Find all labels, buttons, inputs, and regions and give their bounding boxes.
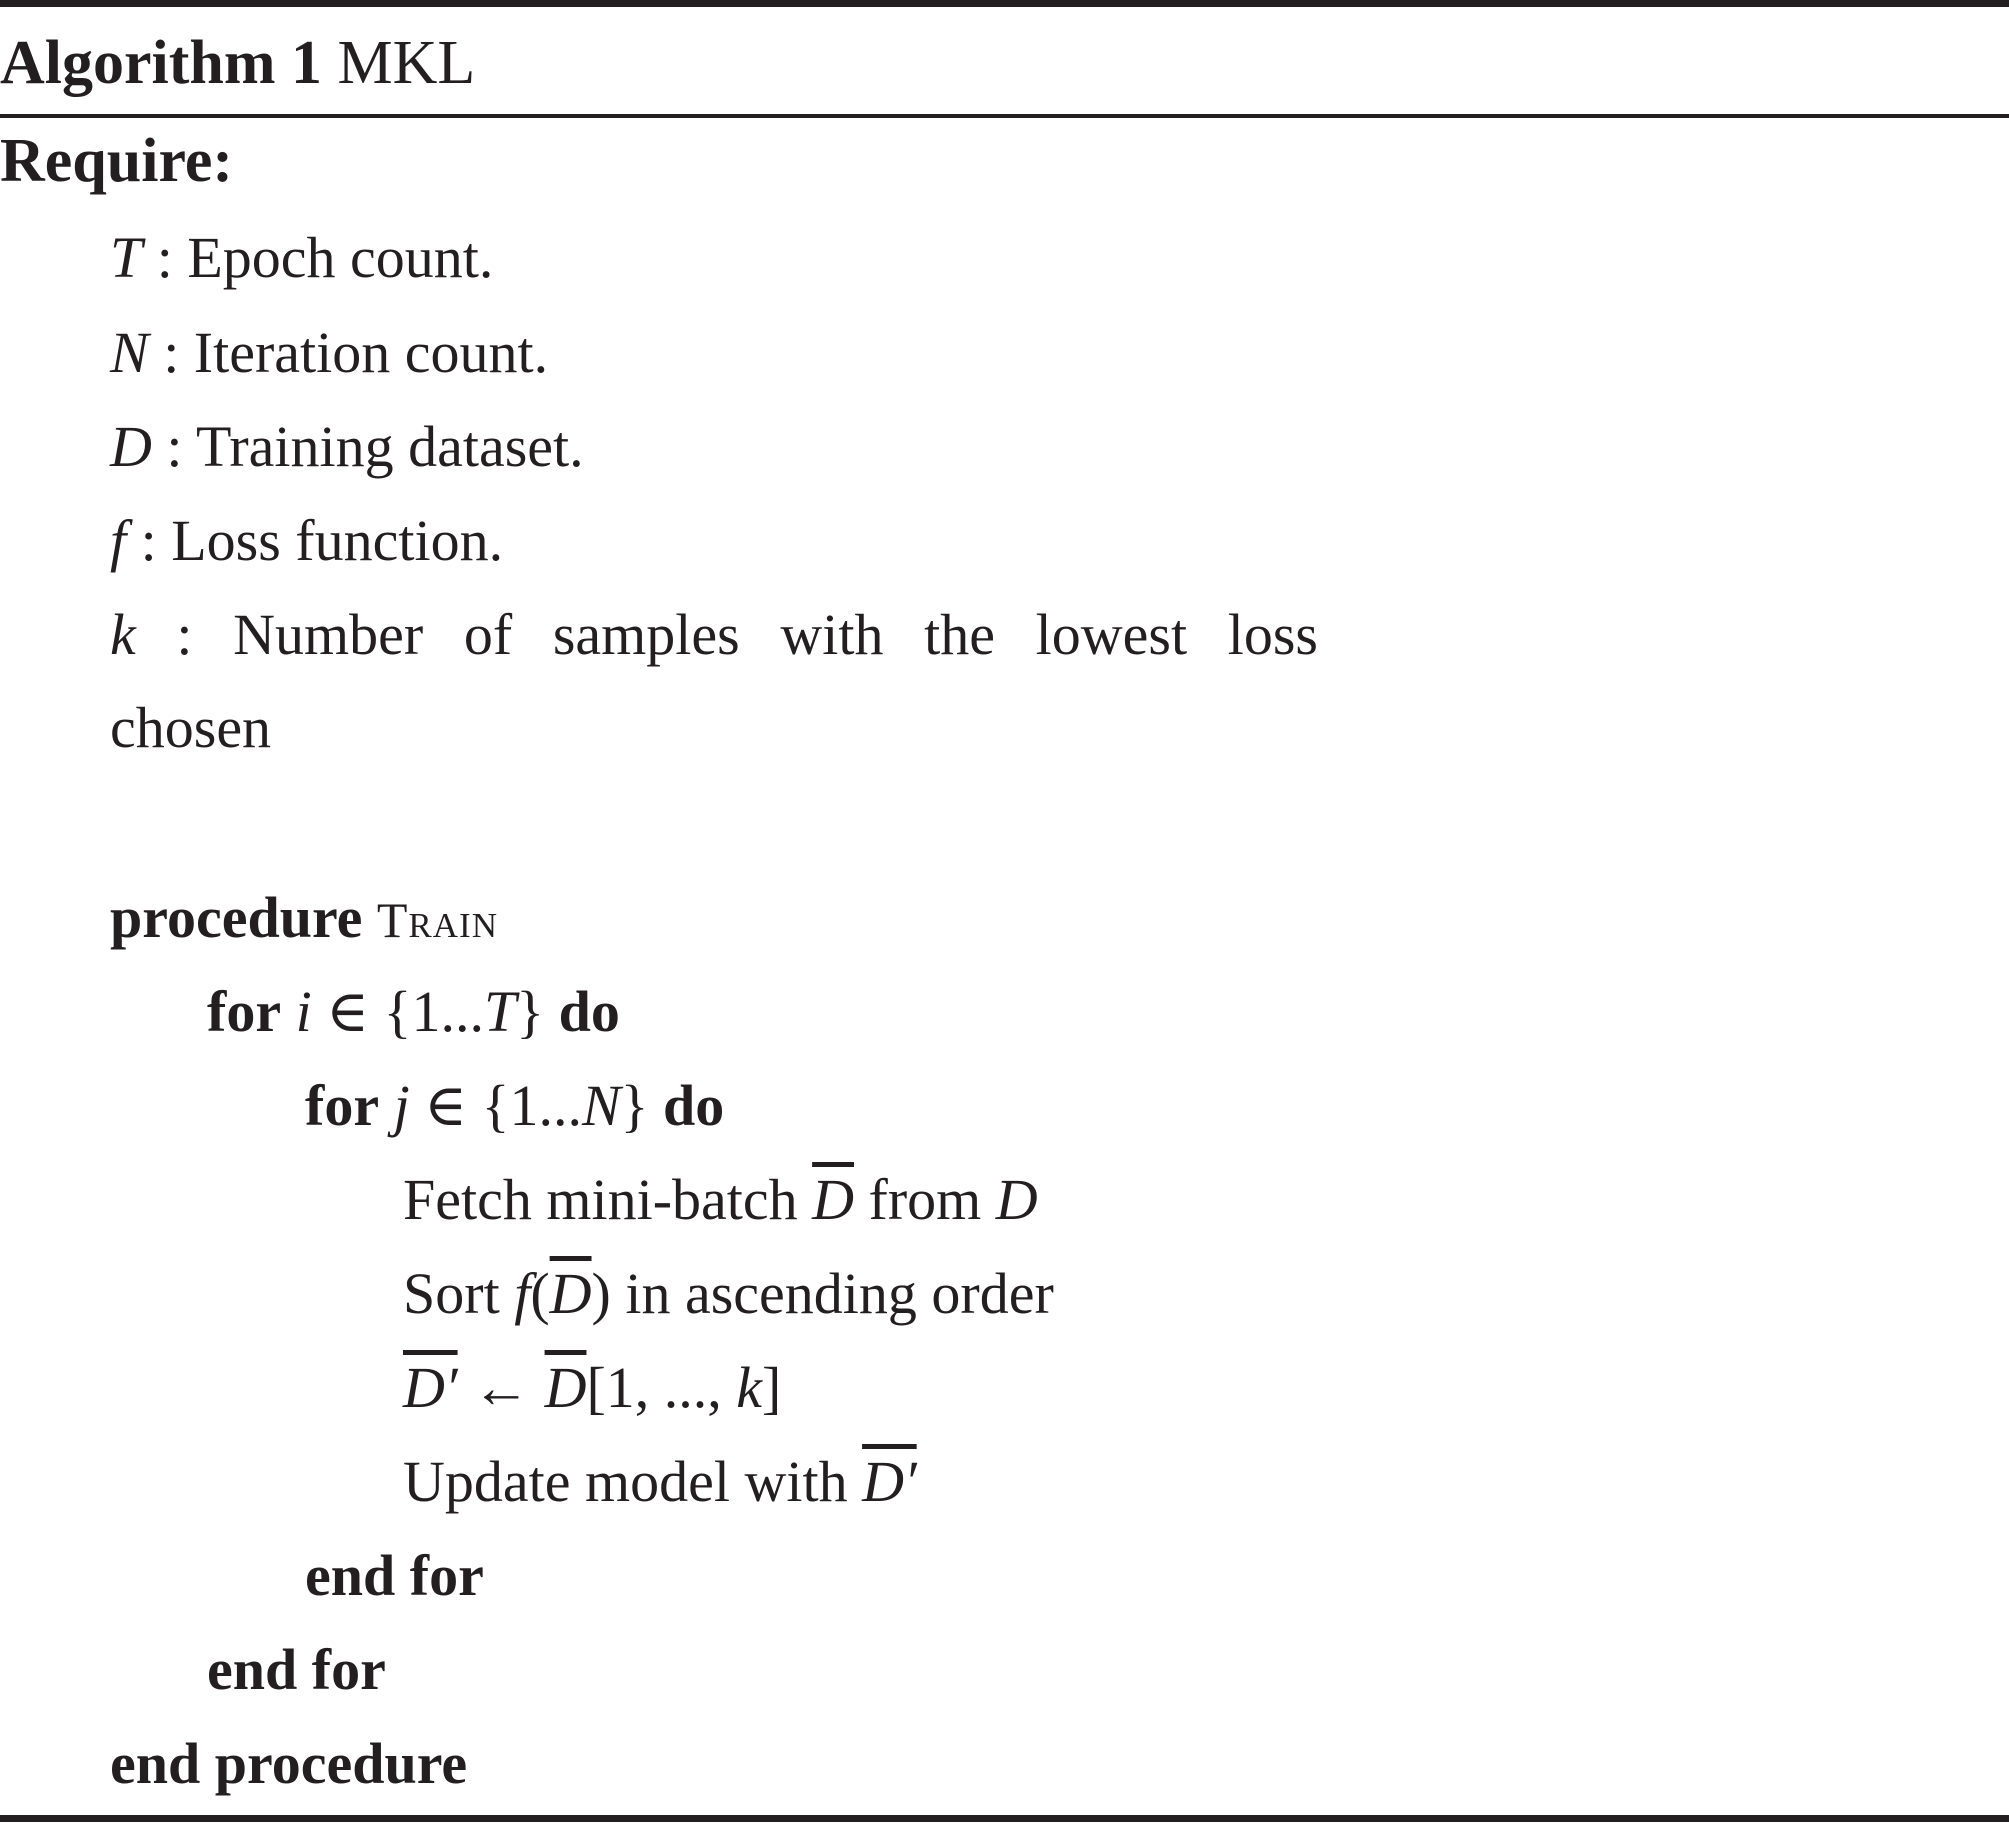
statement-text: Update model with [403,1449,863,1514]
require-heading: Require: [0,127,234,195]
loop-variable: j [393,1073,410,1138]
minibatch-symbol: $\overline{D}$ [549,1261,592,1326]
minibatch-symbol: $\overline{D}$ [812,1167,855,1232]
algorithm-label: Algorithm 1 [0,29,323,97]
symbol-k: k [110,602,136,667]
set-close: } [620,1073,649,1138]
element-of-symbol: ∈ [424,1073,468,1138]
procedure-name: Train [376,892,498,948]
selected-batch-symbol: D′ [403,1355,458,1420]
statement-text: in ascending order [610,1261,1054,1326]
symbol-D: D [110,414,152,479]
keyword-do: do [663,1073,725,1138]
input-description: : Loss function. [140,508,504,573]
algorithm-caption [0,30,475,96]
statement-text: Sort [403,1261,515,1326]
keyword-end-for: end for [305,1543,484,1608]
assign-arrow: ← [457,1355,545,1420]
input-description: : Epoch count. [156,225,494,290]
loss-symbol: f [514,1261,531,1326]
input-description: : Number of samples with the lowest loss [176,602,1318,667]
top-rule [0,0,2009,7]
selected-batch-symbol: D′ [862,1449,917,1514]
dataset-symbol: D [995,1167,1038,1232]
k-symbol: k [736,1355,763,1420]
set-open: {1... [481,1073,582,1138]
keyword-end-for: end for [207,1637,386,1702]
index-open: [1, ..., [586,1355,737,1420]
minibatch-symbol: $\overline{D}$ [544,1355,587,1420]
keyword-for: for [305,1073,380,1138]
caption-rule [0,114,2009,118]
index-close: ] [762,1355,782,1420]
paren-close: ) [591,1261,611,1326]
symbol-N: N [110,320,149,385]
input-description: : Training dataset. [166,414,584,479]
set-bound: T [483,979,517,1044]
set-open: {1... [383,979,484,1044]
set-bound: N [581,1073,621,1138]
keyword-procedure: procedure [110,885,363,950]
input-description-continuation: chosen [110,695,272,760]
keyword-end-procedure: end procedure [110,1731,468,1796]
statement-text: Fetch mini-batch [403,1167,813,1232]
statement-text: from [854,1167,996,1232]
symbol-T: T [110,225,143,290]
element-of-symbol: ∈ [326,979,370,1044]
set-close: } [516,979,545,1044]
keyword-do: do [558,979,620,1044]
algorithm-name: MKL [337,29,476,97]
bottom-rule [0,1815,2009,1822]
paren-open: ( [530,1261,550,1326]
symbol-f: f [110,508,127,573]
loop-variable: i [295,979,312,1044]
input-description: : Iteration count. [163,320,549,385]
keyword-for: for [207,979,282,1044]
